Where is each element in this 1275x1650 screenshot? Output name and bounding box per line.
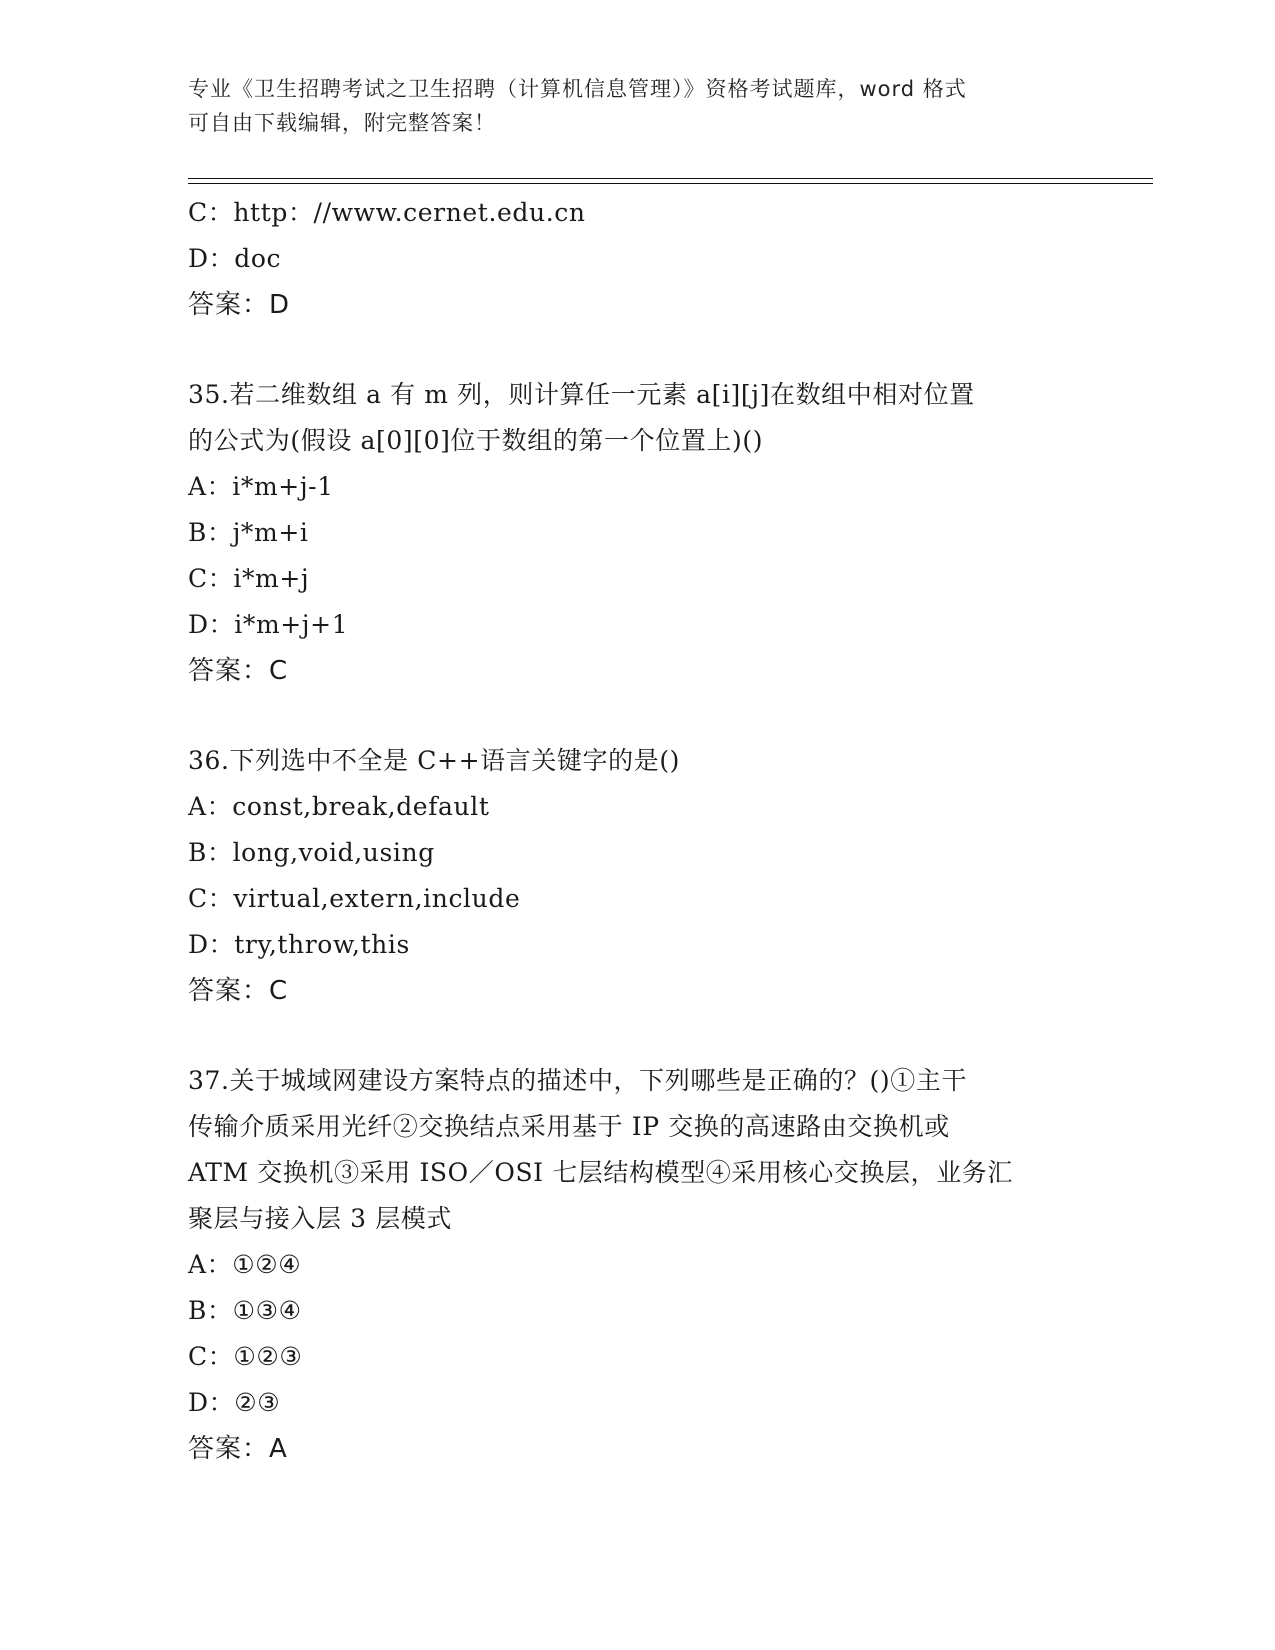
option-key: A： xyxy=(188,792,233,821)
option-d xyxy=(188,602,1088,648)
question-37 xyxy=(188,1058,1088,1472)
option-d xyxy=(188,1380,1088,1426)
option-text: j*m+i xyxy=(232,518,309,547)
option-text: virtual,extern,include xyxy=(233,884,521,913)
option-b xyxy=(188,830,1088,876)
option-key: B： xyxy=(188,838,233,867)
option-c xyxy=(188,876,1088,922)
option-text: const,break,default xyxy=(232,792,490,821)
question-stem-line: 36.下列选中不全是 C++语言关键字的是() xyxy=(188,746,681,775)
header-divider-bottom xyxy=(188,183,1153,184)
option-text: ①③④ xyxy=(232,1296,302,1325)
option-key: D： xyxy=(188,930,235,959)
document-header xyxy=(188,72,1068,140)
option-text: ①②③ xyxy=(233,1342,303,1371)
option-text: ②③ xyxy=(234,1388,281,1417)
option-c xyxy=(188,190,1088,236)
answer-line: 答案：A xyxy=(188,1434,288,1464)
option-key: B： xyxy=(188,1296,233,1325)
option-key: A： xyxy=(188,472,233,501)
option-key: D： xyxy=(188,244,235,273)
question-stem-line: 传输介质采用光纤②交换结点采用基于 IP 交换的高速路由交换机或 xyxy=(188,1112,950,1141)
question-36 xyxy=(188,738,1088,1014)
option-text: i*m+j xyxy=(233,564,310,593)
option-text: doc xyxy=(234,244,282,273)
option-key: D： xyxy=(188,1388,235,1417)
option-key: D： xyxy=(188,610,235,639)
option-a xyxy=(188,464,1088,510)
header-line-2: 可自由下载编辑，附完整答案！ xyxy=(188,111,496,135)
answer-line: 答案：C xyxy=(188,976,289,1006)
option-b xyxy=(188,510,1088,556)
question-stem-line: 37.关于城域网建设方案特点的描述中，下列哪些是正确的？()①主干 xyxy=(188,1066,968,1095)
option-c xyxy=(188,1334,1088,1380)
option-d xyxy=(188,236,1088,282)
header-divider-top xyxy=(188,178,1153,179)
question-stem-line: 聚层与接入层 3 层模式 xyxy=(188,1204,453,1233)
option-a xyxy=(188,1242,1088,1288)
option-key: C： xyxy=(188,564,234,593)
option-key: C： xyxy=(188,884,234,913)
option-text: try,throw,this xyxy=(234,930,410,959)
option-d xyxy=(188,922,1088,968)
question-content xyxy=(188,190,1088,1472)
answer-line: 答案：C xyxy=(188,656,289,686)
option-text: ①②④ xyxy=(232,1250,302,1279)
option-key: A： xyxy=(188,1250,233,1279)
question-stem-line: 的公式为(假设 a[0][0]位于数组的第一个位置上)() xyxy=(188,426,764,455)
question-35 xyxy=(188,372,1088,694)
option-c xyxy=(188,556,1088,602)
option-key: C： xyxy=(188,1342,234,1371)
question-prev xyxy=(188,190,1088,328)
question-stem-line: ATM 交换机③采用 ISO／OSI 七层结构模型④采用核心交换层，业务汇 xyxy=(188,1158,1013,1187)
header-line-1: 专业《卫生招聘考试之卫生招聘（计算机信息管理）》资格考试题库，word 格式 xyxy=(188,77,967,101)
option-a xyxy=(188,784,1088,830)
option-text: http：//www.cernet.edu.cn xyxy=(233,198,586,227)
option-key: C： xyxy=(188,198,234,227)
question-stem-line: 35.若二维数组 a 有 m 列，则计算任一元素 a[i][j]在数组中相对位置 xyxy=(188,380,975,409)
option-key: B： xyxy=(188,518,233,547)
option-text: long,void,using xyxy=(232,838,435,867)
answer-line: 答案：D xyxy=(188,290,291,320)
option-text: i*m+j-1 xyxy=(232,472,334,501)
option-b xyxy=(188,1288,1088,1334)
option-text: i*m+j+1 xyxy=(234,610,349,639)
